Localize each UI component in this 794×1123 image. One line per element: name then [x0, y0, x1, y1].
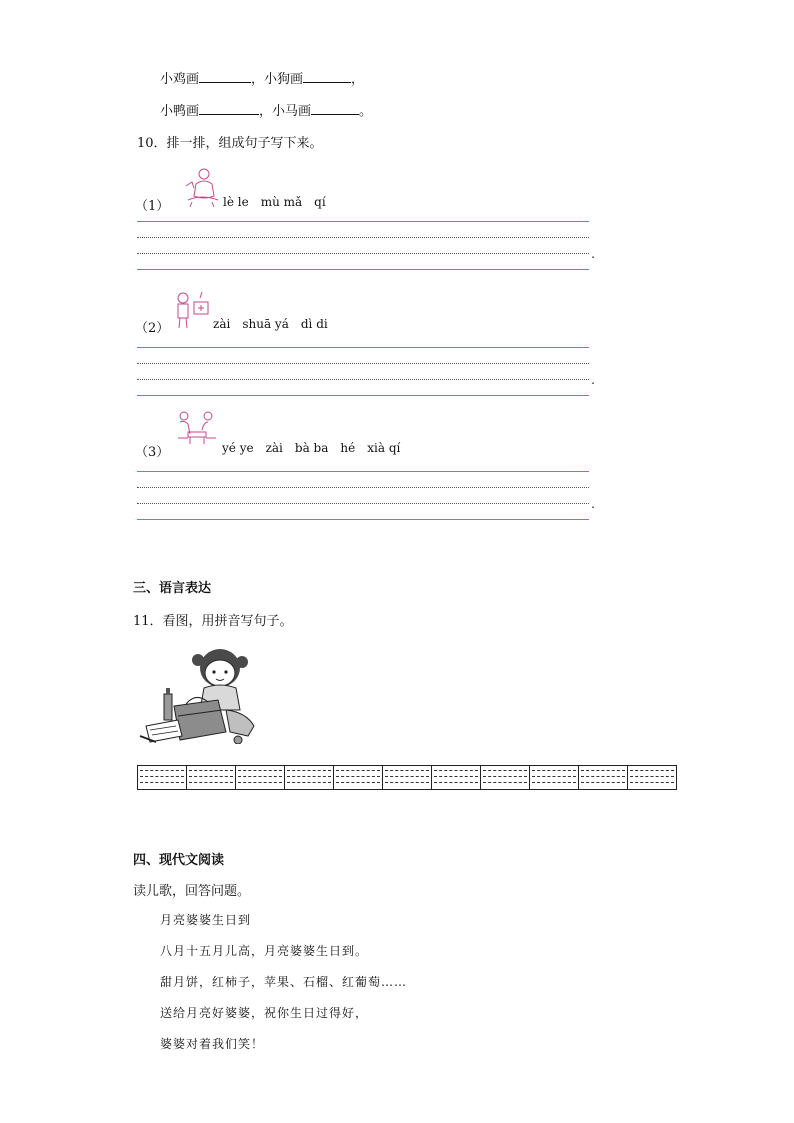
grid-cell[interactable] — [579, 766, 628, 789]
answer-blank[interactable] — [199, 101, 259, 115]
grid-cell[interactable] — [187, 766, 236, 789]
item-number: （3） — [135, 445, 170, 460]
period-mark: . — [591, 497, 595, 511]
poem-line: 送给月亮好婆婆，祝你生日过得好， — [160, 1006, 369, 1020]
period-mark: . — [591, 373, 595, 387]
grid-cell[interactable] — [432, 766, 481, 789]
poem-line: 甜月饼，红柿子，苹果、石榴、红葡萄…… — [160, 975, 408, 989]
poem-title: 月亮婆婆生日到 — [160, 913, 252, 927]
q9-label: 小鸭画 — [160, 104, 200, 119]
pinyin-word: qí — [314, 195, 326, 209]
pinyin-word: dì di — [300, 317, 328, 331]
q9-label: 小鸡画 — [160, 72, 200, 87]
q10-title: 10．排一排，组成句子写下来。 — [137, 136, 323, 151]
brushing-teeth-illustration — [172, 290, 212, 330]
q9-label: ， — [351, 72, 365, 87]
q9-line-2 — [160, 100, 372, 119]
q9-label: 。 — [359, 104, 373, 119]
grid-cell[interactable] — [530, 766, 579, 789]
pinyin-word: bà ba — [294, 441, 329, 455]
pinyin-row-2 — [213, 317, 340, 331]
pinyin-word: yé ye — [222, 441, 254, 455]
playing-chess-illustration — [174, 408, 220, 448]
pinyin-row-1 — [223, 195, 338, 209]
answer-blank[interactable] — [303, 69, 351, 83]
reading-prompt: 读儿歌，回答问题。 — [133, 884, 251, 899]
item-number: （2） — [135, 321, 170, 336]
q9-line-1 — [160, 68, 364, 87]
section-3-title: 三、语言表达 — [133, 581, 212, 596]
grid-cell[interactable] — [285, 766, 334, 789]
item-number: （1） — [135, 199, 170, 214]
q11-title: 11．看图，用拼音写句子。 — [133, 614, 293, 629]
poem-line: 婆婆对着我们笑！ — [160, 1037, 265, 1051]
writing-lines-1[interactable] — [137, 221, 595, 271]
pinyin-writing-grid[interactable] — [137, 765, 677, 790]
section-4-title: 四、现代文阅读 — [133, 853, 225, 868]
pinyin-word: xià qí — [367, 441, 401, 455]
pinyin-row-3 — [222, 441, 412, 455]
grid-cell[interactable] — [334, 766, 383, 789]
pinyin-word: lè le — [223, 195, 249, 209]
writing-lines-3[interactable] — [137, 471, 595, 521]
grid-cell[interactable] — [383, 766, 432, 789]
answer-blank[interactable] — [311, 101, 359, 115]
grid-cell[interactable] — [138, 766, 187, 789]
q9-label: ，小狗画 — [251, 72, 304, 87]
horse-ride-illustration — [182, 166, 222, 208]
q9-label: ，小马画 — [259, 104, 312, 119]
period-mark: . — [591, 247, 595, 261]
pinyin-word: zài — [265, 441, 283, 455]
grid-cell[interactable] — [628, 766, 676, 789]
writing-lines-2[interactable] — [137, 347, 595, 397]
girl-packing-bag-illustration — [138, 640, 260, 744]
pinyin-word: shuā yá — [242, 317, 289, 331]
pinyin-word: mù mǎ — [260, 195, 303, 209]
grid-cell[interactable] — [481, 766, 530, 789]
answer-blank[interactable] — [199, 69, 251, 83]
pinyin-word: hé — [340, 441, 356, 455]
grid-cell[interactable] — [236, 766, 285, 789]
pinyin-word: zài — [213, 317, 231, 331]
poem-line: 八月十五月儿高，月亮婆婆生日到。 — [160, 944, 369, 958]
